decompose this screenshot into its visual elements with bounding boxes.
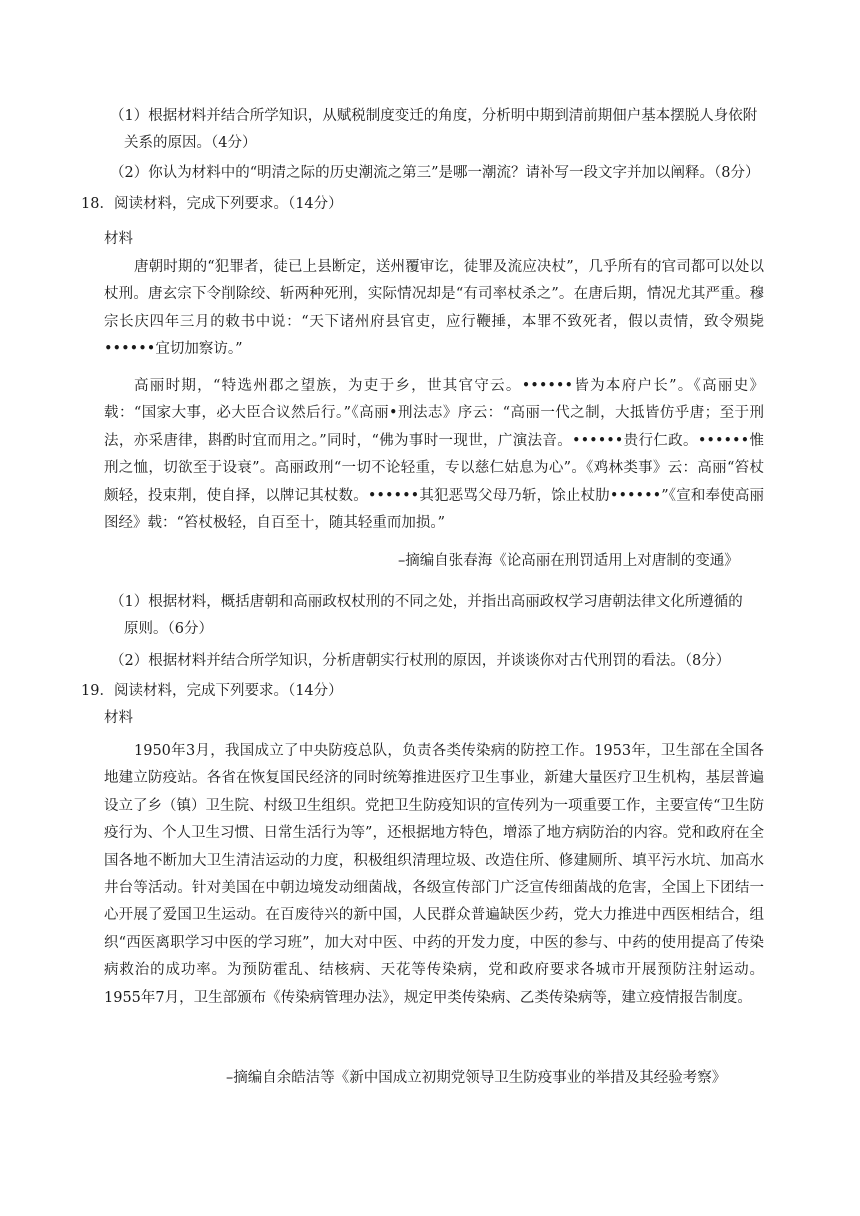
question-19-material-paragraph: 1950年3月，我国成立了中央防疫总队，负责各类传染病的防控工作。1953年，卫生部在全国各地建立防疫站。各省在恢复国民经济的同时统筹推进医疗卫生事业，新建大量医疗卫生机构，基层普遍设立了乡（镇）卫生院、村级卫生组织。党把卫生防疫知识的宣传列为一项重要工作，主要宣传“卫生防疫行为、个人卫生习惯、日常生活行为等”，还根据地方特色，增添了地方病防治的内容。党和政府在全国各地不断加大卫生清洁运动的力度，积极组织清理垃圾、改造住所、修建厕所、填平污水坑、加高水井台等活动。针对美国在中朝边境发动细菌战，各级宣传部门广泛宣传细菌战的危害，全国上下团结一心开展了爱国卫生运动。在百废待兴的新中国，人民群众普遍缺医少药，党大力推进中西医相结合，组织“西医离职学习中医的学习班”，加大对中医、中药的开发力度，中医的参与、中药的使用提高了传染病救治的成功率。为预防霍乱、结核病、天花等传染病，党和政府要求各城市开展预防注射运动。1955年7月，卫生部颁布《传染病管理办法》，规定甲类传染病、乙类传染病等，建立疫情报告制度。 <box>104 743 764 1006</box>
question-18-sub2: （2）根据材料并结合所学知识，分析唐朝实行杖刑的原因，并谈谈你对古代刑罚的看法。（8分） <box>110 653 731 669</box>
question-19-material-label: 材料 <box>104 710 133 726</box>
question-18-sub1 <box>110 589 790 643</box>
question-18-sub1-line1: （1）根据材料，概括唐朝和高丽政权杖刑的不同之处，并指出高丽政权学习唐朝法律文化所遵循的 <box>110 594 743 610</box>
question-18-material-paragraph-1: 唐朝时期的“犯罪者，徒已上县断定，送州覆审讫，徒罪及流应决杖”，几乎所有的官司都可以处以杖刑。唐玄宗下令削除绞、斩两种死刑，实际情况却是“有司率杖杀之”。在唐后期，情况尤其严重。穆宗长庆四年三月的敕书中说：“天下诸州府县官吏，应行鞭捶，本罪不致死者，假以责情，致令殒毙••••••宜切加察访。” <box>104 259 764 358</box>
question-18-material-paragraph-2: 高丽时期，“特选州郡之望族，为吏于乡，世其官守云。••••••皆为本府户长”。《高丽史》载：“国家大事，必大臣合议然后行。”《高丽•刑法志》序云：“高丽一代之制，大抵皆仿乎唐；至于刑法，亦采唐律，斟酌时宜而用之。”同时，“佛为事时一现世，广演法音。••••••贵行仁政。••••••惟刑之恤，切欲至于设衰”。高丽政刑“一切不论轻重，专以慈仁姑息为心”。《鸡林类事》云：高丽“笞杖颇轻，投束荆，使自择，以牌记其杖数。••••••其犯恶骂父母乃斩，馀止杖肋••••••”《宣和奉使高丽图经》载：“笞杖极轻，自百至十，随其轻重而加损。” <box>104 378 764 532</box>
question-18-heading: 18．阅读材料，完成下列要求。（14分） <box>81 196 343 212</box>
question-18-source: –摘编自张春海《论高丽在刑罚适用上对唐制的变通》 <box>398 553 739 569</box>
question-19-source: –摘编自余皓洁等《新中国成立初期党领导卫生防疫事业的举措及其经验考察》 <box>226 1070 727 1086</box>
question-18-sub1-line2: 原则。（6分） <box>124 621 213 637</box>
question-17-sub1 <box>110 103 790 157</box>
question-18-material-label: 材料 <box>104 231 133 247</box>
question-17-sub1-line2: 关系的原因。（4分） <box>124 135 257 151</box>
question-17-sub1-line1: （1）根据材料并结合所学知识，从赋税制度变迁的角度，分析明中期到清前期佃户基本摆脱人身依附 <box>110 108 758 124</box>
question-17-sub2: （2）你认为材料中的“明清之际的历史潮流之第三”是哪一潮流？请补写一段文字并加以阐释。（8分） <box>110 165 760 181</box>
question-19-heading: 19．阅读材料，完成下列要求。（14分） <box>81 683 343 699</box>
